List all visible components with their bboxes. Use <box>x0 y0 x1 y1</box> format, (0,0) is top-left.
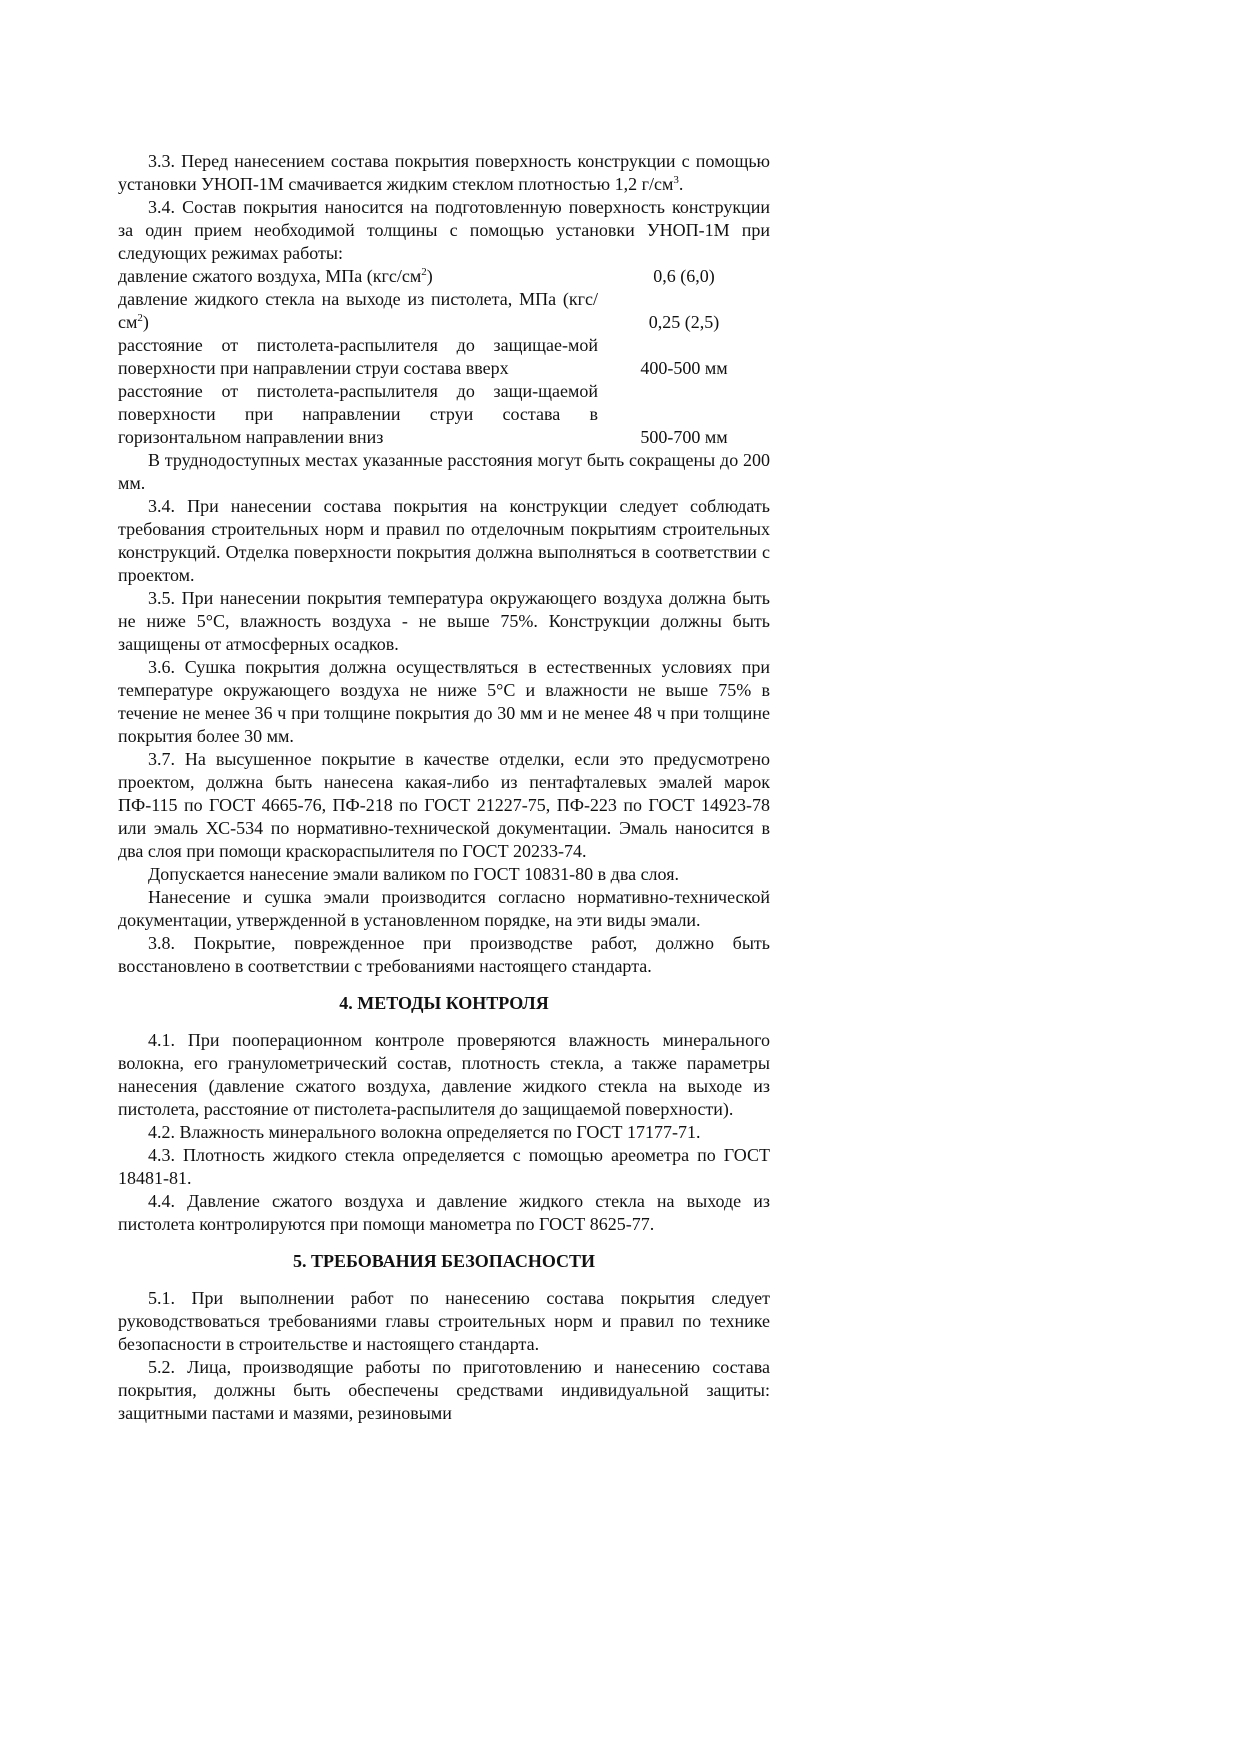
param-row <box>118 288 770 334</box>
superscript: 3 <box>673 174 679 186</box>
param-row <box>118 334 770 380</box>
paragraph-3-4-a: 3.4. Состав покрытия наносится на подготовленную поверхность конструкции за один прием необходимой толщины с помощью установки УНОП-1М при следующих режимах работы: <box>118 197 770 263</box>
section-heading-4: 4. МЕТОДЫ КОНТРОЛЯ <box>339 993 549 1013</box>
paragraph-3-5: 3.5. При нанесении покрытия температура окружающего воздуха должна быть не ниже 5°С, влажность воздуха - не выше 75%. Конструкции должны быть защищены от атмосферных осадков. <box>118 588 770 654</box>
paragraph-3-3 <box>118 150 770 196</box>
paragraph-hard-to-reach: В труднодоступных местах указанные расстояния могут быть сокращены до 200 мм. <box>118 450 770 493</box>
paragraph-4-1: 4.1. При пооперационном контроле проверяются влажность минерального волокна, его гранулометрический состав, плотность стекла, а также параметры нанесения (давление сжатого воздуха, давление жидкого стекла на выходе из пистолета, расстояние от пистолета-распылителя до защищаемой поверхности). <box>118 1030 770 1119</box>
param-label: расстояние от пистолета-распылителя до защи-щаемой поверхности при направлении струи состава в горизонтальном направлении вниз <box>118 381 598 447</box>
paragraph-3-4-b: 3.4. При нанесении состава покрытия на конструкции следует соблюдать требования строительных норм и правил по отделочным покрытиям строительных конструкций. Отделка поверхности покрытия должна выполняться в соответствии с проектом. <box>118 496 770 585</box>
paragraph-4-2: 4.2. Влажность минерального волокна определяется по ГОСТ 17177-71. <box>148 1122 701 1142</box>
param-label-end: ) <box>426 266 433 286</box>
param-label: расстояние от пистолета-распылителя до защищае-мой поверхности при направлении струи состава вверх <box>118 335 598 378</box>
paragraph-5-1: 5.1. При выполнении работ по нанесению состава покрытия следует руководствоваться требованиями главы строительных норм и правил по технике безопасности в строительстве и настоящего стандарта. <box>118 1288 770 1354</box>
paragraph-4-3: 4.3. Плотность жидкого стекла определяется с помощью ареометра по ГОСТ 18481-81. <box>118 1145 770 1188</box>
param-label <box>118 265 598 288</box>
paragraph-3-6: 3.6. Сушка покрытия должна осуществляться в естественных условиях при температуре окружающего воздуха не ниже 5°С и влажности не выше 75% в течение не менее 36 ч при толщине покрытия до 30 мм и не менее 48 ч при толщине покрытия более 30 мм. <box>118 657 770 746</box>
paragraph-5-2: 5.2. Лица, производящие работы по приготовлению и нанесению состава покрытия, должны быть обеспечены средствами индивидуальной защиты: защитными пастами и мазями, резиновыми <box>118 1357 770 1423</box>
section-heading-5: 5. ТРЕБОВАНИЯ БЕЗОПАСНОСТИ <box>292 1251 596 1271</box>
param-value: 400-500 мм <box>640 358 728 378</box>
param-label-text: давление сжатого воздуха, МПа (кгс/см <box>118 266 422 286</box>
param-value: 0,6 (6,0) <box>653 266 715 286</box>
param-row <box>118 265 770 288</box>
paragraph-3-7: 3.7. На высушенное покрытие в качестве отделки, если это предусмотрено проектом, должна быть нанесена какая-либо из пентафталевых эмалей марок ПФ-115 по ГОСТ 4665-76, ПФ-218 по ГОСТ 21227-75, ПФ-223 по ГОСТ 14923-78 или эмаль ХС-534 по нормативно-технической документации. Эмаль наносится в два слоя при помощи краскораспылителя по ГОСТ 20233-74. <box>118 749 770 861</box>
paragraph-text-end: . <box>678 174 684 194</box>
paragraph-3-8: 3.8. Покрытие, поврежденное при производстве работ, должно быть восстановлено в соответствии с требованиями настоящего стандарта. <box>118 933 770 976</box>
superscript: 2 <box>421 266 427 278</box>
paragraph-4-4: 4.4. Давление сжатого воздуха и давление жидкого стекла на выходе из пистолета контролируются при помощи манометра по ГОСТ 8625-77. <box>118 1191 770 1234</box>
param-label-text: давление жидкого стекла на выходе из пистолета, МПа (кгс/см <box>118 289 598 332</box>
paragraph-roller: Допускается нанесение эмали валиком по ГОСТ 10831-80 в два слоя. <box>148 864 679 884</box>
param-value: 0,25 (2,5) <box>648 312 720 332</box>
document-page <box>118 150 770 1425</box>
param-value: 500-700 мм <box>640 427 728 447</box>
superscript: 2 <box>137 312 143 324</box>
param-label-end: ) <box>142 312 149 332</box>
param-label <box>118 288 598 334</box>
paragraph-text: 3.3. Перед нанесением состава покрытия поверхность конструкции с помощью установки УНОП-1М смачивается жидким стеклом плотностью 1,2 г/см <box>118 151 770 194</box>
param-row <box>118 380 770 449</box>
paragraph-enamel-drying: Нанесение и сушка эмали производится согласно нормативно-технической документации, утвержденной в установленном порядке, на эти виды эмали. <box>118 887 770 930</box>
